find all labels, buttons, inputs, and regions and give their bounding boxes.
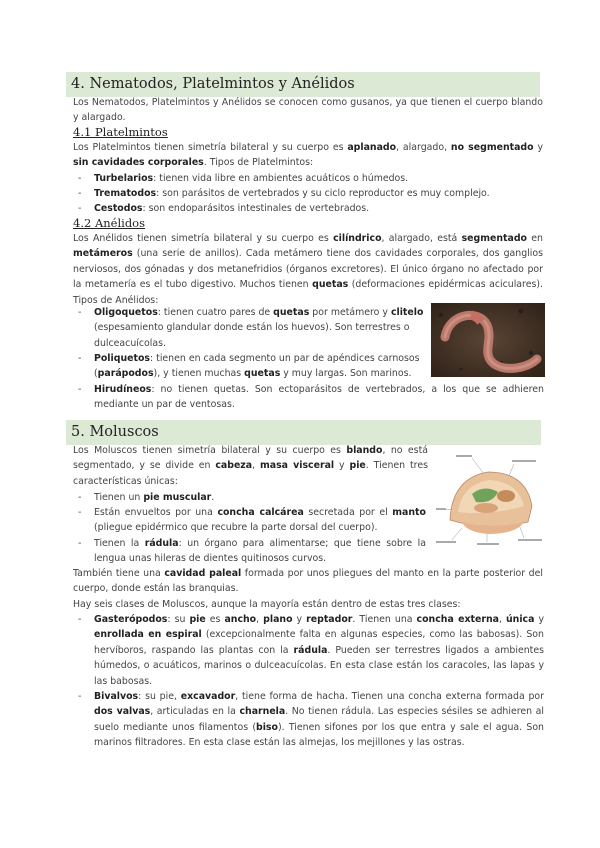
list-dash: -: [78, 203, 82, 214]
earthworm-image: [431, 303, 545, 377]
platelmintos-item-turbelarios: Turbelarios: tienen vida libre en ambientes acuáticos o húmedos.: [94, 173, 409, 184]
list-dash: -: [78, 614, 82, 625]
anelidos-paragraph: Los Anélidos tienen simetría bilateral y su cuerpo es cilíndrico, alargado, está segmentado en metámeros (una serie de anillos). Cada metámero tiene dos cavidades corporales, dos ganglios nerviosos, dos gónadas y dos metanefridios (órganos excretores). El único órgano no afectado por la metamería es el tubo digestivo. Muchos tienen quetas (deformaciones epidérmicas aciculares). Tipos de Anélidos:: [73, 233, 543, 306]
s4-intro: Los Nematodos, Platelmintos y Anélidos se conocen como gusanos, ya que tienen el cuerpo blando y alargado.: [73, 97, 543, 124]
anelidos-item-oligoquetos: Oligoquetos: tienen cuatro pares de quetas por metámero y clitelo (espesamiento glandular donde están los huevos). Son terrestres o dulceacuícolas.: [94, 307, 424, 349]
list-dash: -: [78, 173, 82, 184]
platelmintos-item-trematodos: Trematodos: son parásitos de vertebrados y su ciclo reproductor es muy complejo.: [94, 188, 490, 199]
list-dash: -: [78, 188, 82, 199]
anelidos-item-poliquetos: Poliquetos: tienen en cada segmento un par de apéndices carnosos (parápodos), y tienen muchas quetas y muy largas. Son marinos.: [94, 353, 420, 380]
list-dash: -: [78, 353, 82, 364]
moluscos-item-radula: Tienen la rádula: un órgano para alimentarse; que tiene sobre la lengua unas hileras de dientes quitinosos curvos.: [94, 538, 426, 565]
list-dash: -: [78, 384, 82, 395]
moluscos-item-gasteropodos: Gasterópodos: su pie es ancho, plano y reptador. Tienen una concha externa, única y enrollada en espiral (excepcionalmente falta en algunas especies, como las babosas). Son hervíboros, raspando las plantas con la rádula. Pueden ser terrestres ligados a ambientes húmedos, o acuáticos, marinos o dulceacuícolas. En esta clase están los caracoles, las lapas y las babosas.: [94, 614, 544, 687]
moluscos-item-pie: Tienen un pie muscular.: [94, 492, 215, 503]
anelidos-item-hirudineos: Hirudíneos: no tienen quetas. Son ectoparásitos de vertebrados, a los que se adhieren mediante un par de ventosas.: [94, 384, 544, 411]
list-dash: -: [78, 507, 82, 518]
list-dash: -: [78, 538, 82, 549]
clases-paragraph: Hay seis clases de Moluscos, aunque la mayoría están dentro de estas tres clases:: [73, 599, 461, 610]
list-dash: -: [78, 492, 82, 503]
moluscos-item-concha: Están envueltos por una concha calcárea secretada por el manto (pliegue epidérmico que recubre la parte dorsal del cuerpo).: [94, 507, 426, 534]
moluscos-item-bivalvos: Bivalvos: su pie, excavador, tiene forma de hacha. Tienen una concha externa formada por dos valvas, articuladas en la charnela. No tienen rádula. Las especies sésiles se adhieren al suelo mediante unos filamentos (biso). Tienen sifones por los que entra y sale el agua. Son marinos filtradores. En esta clase están las almejas, los mejillones y las ostras.: [94, 691, 545, 749]
anelidos-heading: 4.2 Anélidos: [73, 216, 146, 230]
section-4-heading: 4. Nematodos, Platelmintos y Anélidos: [66, 72, 540, 97]
cavidad-paleal-paragraph: También tiene una cavidad paleal formada por unos pliegues del manto en la parte posterior del cuerpo, donde están las branquias.: [73, 568, 543, 595]
platelmintos-item-cestodos: Cestodos: son endoparásitos intestinales de vertebrados.: [94, 203, 370, 214]
mollusc-diagram-image: [432, 450, 546, 550]
moluscos-paragraph: Los Moluscos tienen simetría bilateral y su cuerpo es blando, no está segmentado, y se divide en cabeza, masa visceral y pie. Tienen tres características únicas:: [73, 445, 428, 487]
platelmintos-heading: 4.1 Platelmintos: [73, 125, 168, 139]
section-5-heading: 5. Moluscos: [66, 420, 541, 445]
list-dash: -: [78, 691, 82, 702]
list-dash: -: [78, 307, 82, 318]
platelmintos-paragraph: Los Platelmintos tienen simetría bilateral y su cuerpo es aplanado, alargado, no segmentado y sin cavidades corporales. Tipos de Platelmintos:: [73, 142, 543, 169]
